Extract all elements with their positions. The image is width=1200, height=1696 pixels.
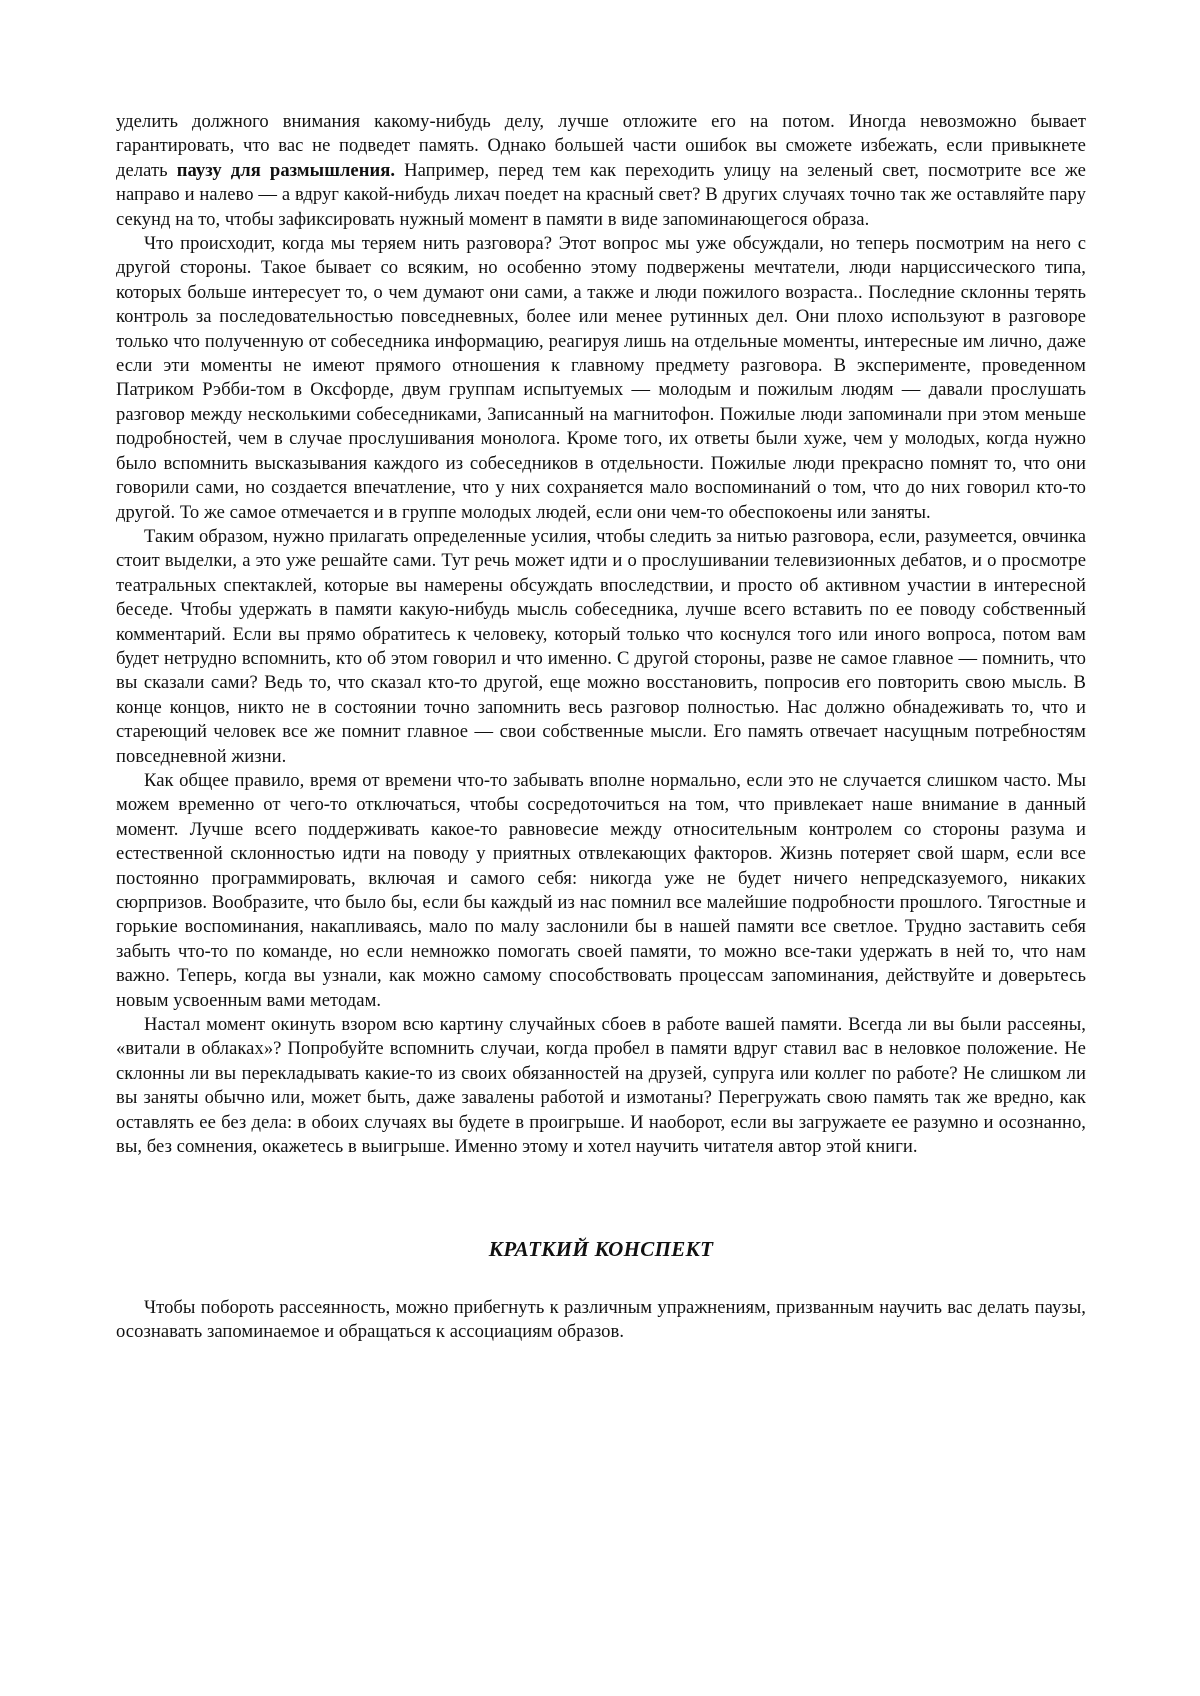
paragraph-2: Что происходит, когда мы теряем нить разговора? Этот вопрос мы уже обсуждали, но теперь посмотрим на него с другой стороны. Такое бывает со всяким, но особенно этому подвержены мечтатели, люди нарциссического типа, которых больше интересует то, о чем думают они сами, а также и люди пожилого возраста.. Последние склонны терять контроль за последовательностью повседневных, более или менее рутинных дел. Они плохо используют в разговоре только что полученную от собеседника информацию, реагируя лишь на отдельные моменты, интересные им лично, даже если эти моменты не имеют прямого отношения к главному предмету разговора. В эксперименте, проведенном Патриком Рэбби-том в Оксфорде, двум группам испытуемых — молодым и пожилым людям — давали прослушать разговор между несколькими собеседниками, Записанный на магнитофон. Пожилые люди запоминали при этом меньше подробностей, чем в случае прослушивания монолога. Кроме того, их ответы были хуже, чем у молодых, когда нужно было вспомнить высказывания каждого из собеседников в отдельности. Пожилые люди прекрасно помнят то, что они говорили сами, но создается впечатление, что у них сохраняется мало воспоминаний о том, что до них говорил кто-то другой. То же самое отмечается и в группе молодых людей, если они чем-то обеспокоены или заняты. bbox=[116, 233, 1086, 523]
paragraph-4: Как общее правило, время от времени что-то забывать вполне нормально, если это не случается слишком часто. Мы можем временно от чего-то отключаться, чтобы сосредоточиться на том, что привлекает наше внимание в данный момент. Лучше всего поддерживать какое-то равновесие между относительным контролем со стороны разума и естественной склонностью идти на поводу у приятных отвлекающих факторов. Жизнь потеряет свой шарм, если все постоянно программировать, включая и самого себя: никогда уже не будет ничего непредсказуемого, никаких сюрпризов. Вообразите, что было бы, если бы каждый из нас помнил все малейшие подробности прошлого. Тягостные и горькие воспоминания, накапливаясь, мало по малу заслонили бы в нашей памяти все светлое. Трудно заставить себя забыть что-то по команде, но если немножко помогать своей памяти, то можно все-таки удержать в ней то, что нам важно. Теперь, когда вы узнали, как можно самому способствовать процессам запоминания, действуйте и доверьтесь новым усвоенным вами методам. bbox=[116, 769, 1086, 1011]
paragraph-1-text-end: Например, перед тем как переходить улицу на зеленый свет, посмотрите все же направо и налево — а вдруг какой-нибудь лихач поедет на красный свет? В других случаях точно так же оставляйте пару секунд на то, чтобы зафиксировать нужный момент в памяти в виде запоминающегося образа. bbox=[116, 159, 1086, 230]
paragraph-5: Настал момент окинуть взором всю картину случайных сбоев в работе вашей памяти. Всегда ли вы были рассеяны, «витали в облаках»? Попробуйте вспомнить случаи, когда пробел в памяти вдруг ставил вас в неловкое положение. Не склонны ли вы перекладывать какие-то из своих обязанностей на друзей, супруга или коллег по работе? Не слишком ли вы заняты обычно или, может быть, даже завалены работой и измотаны? Перегружать свою память так же вредно, как оставлять ее без дела: в обоих случаях вы будете в проигрыше. И наоборот, если вы загружаете ее разумно и осознанно, вы, без сомнения, окажетесь в выигрыше. Именно этому и хотел научить читателя автор этой книги. bbox=[116, 1014, 1086, 1158]
document-page bbox=[116, 110, 1086, 1345]
paragraph-1-bold-phrase: паузу для размышления. bbox=[176, 159, 396, 181]
paragraph-1-text-start: уделить должного внимания какому-нибудь делу, лучше отложите его на потом. Иногда невозможно бывает гарантировать, что вас не подведет память. Однако большей части ошибок вы сможете избежать, если привыкнете делать bbox=[116, 111, 1086, 181]
summary-paragraph: Чтобы побороть рассеянность, можно прибегнуть к различным упражнениям, призванным научить вас делать паузы, осознавать запоминаемое и обращаться к ассоциациям образов. bbox=[116, 1296, 1086, 1343]
section-title: КРАТКИЙ КОНСПЕКТ bbox=[488, 1237, 714, 1262]
paragraph-1 bbox=[116, 110, 1086, 232]
paragraph-3: Таким образом, нужно прилагать определенные усилия, чтобы следить за нитью разговора, если, разумеется, овчинка стоит выделки, а это уже решайте сами. Тут речь может идти и о прослушивании телевизионных дебатов, и о просмотре театральных спектаклей, которые вы намерены обсуждать впоследствии, и просто об активном участии в интересной беседе. Чтобы удержать в памяти какую-нибудь мысль собеседника, лучше всего вставить по ее поводу собственный комментарий. Если вы прямо обратитесь к человеку, который только что коснулся того или иного вопроса, потом вам будет нетрудно вспомнить, кто об этом говорил и что именно. С другой стороны, разве не самое главное — помнить, что вы сказали сами? Ведь то, что сказал кто-то другой, еще можно восстановить, попросив его повторить свою мысль. В конце концов, никто не в состоянии точно запомнить весь разговор полностью. Нас должно обнадеживать то, что и стареющий человек все же помнит главное — свои собственные мысли. Его память отвечает насущным потребностям повседневной жизни. bbox=[116, 525, 1086, 767]
